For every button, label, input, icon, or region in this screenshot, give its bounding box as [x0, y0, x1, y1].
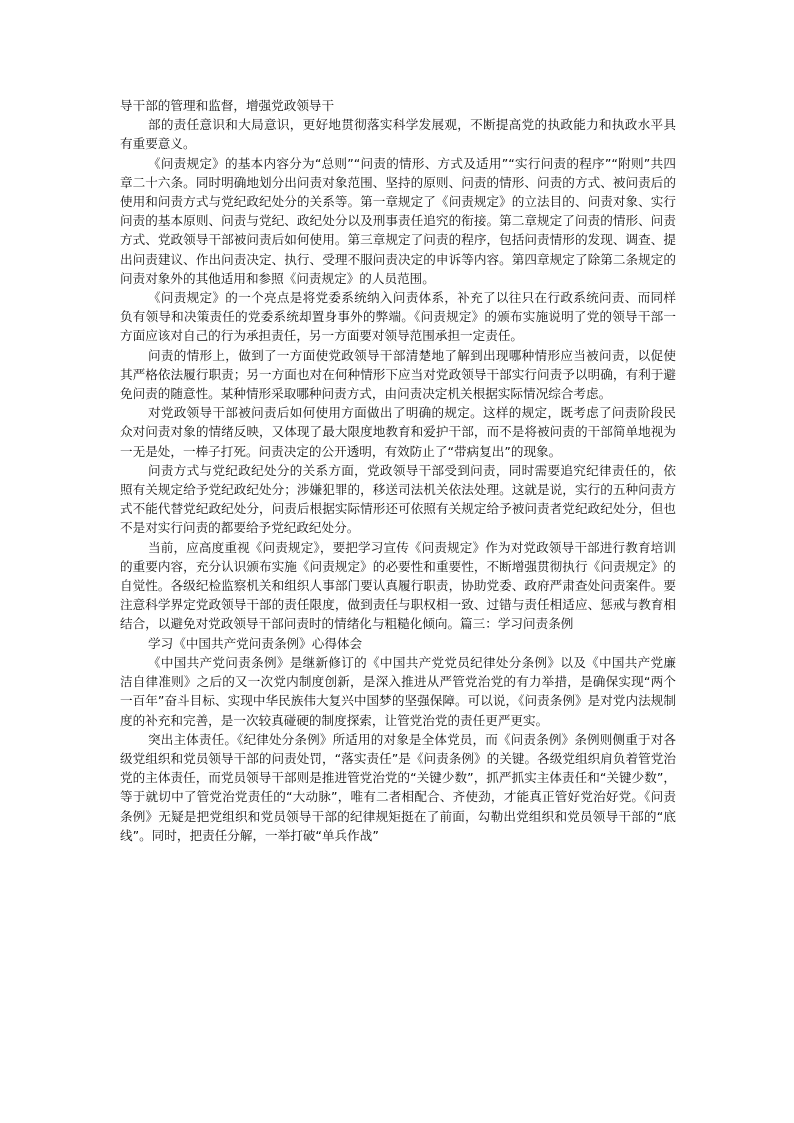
paragraph-6: 问责方式与党纪政纪处分的关系方面，党政领导干部受到问责，同时需要追究纪律责任的，依照有关规定给予党纪政纪处分；涉嫌犯罪的，移送司法机关依法处理。这就是说，实行的五种问责方式不能代替党纪政纪处分，问责后根据实际情形还可依照有关规定给予被问责者党纪政纪处分，但也不是对实行问责的都要给予党纪政纪处分。 — [120, 462, 676, 536]
paragraph-0: 导干部的管理和监督，增强党政领导干 — [120, 98, 335, 113]
section-heading: 学习《中国共产党问责条例》心得体会 — [148, 635, 363, 651]
paragraph-4: 问责的情形上，做到了一方面使党政领导干部清楚地了解到出现哪种情形应当被问责，以促使其严格依法履行职责；另一方面也对在何种情形下应当对党政领导干部实行问责予以明确，有利于避免问责的随意性。某种情形采取哪种问责方式，由问责决定机关根据实际情况综合考虑。 — [120, 347, 676, 402]
paragraph-10: 突出主体责任。《纪律处分条例》所适用的对象是全体党员，而《问责条例》条例则侧重于对各级党组织和党员领导干部的问责处罚，“落实责任”是《问责条例》的关键。各级党组织肩负着管党治党的主体责任，而党员领导干部则是推进管党治党的“关键少数”，抓严抓实主体责任和“关键少数”，等于就切中了管党治党责任的“大动脉”，唯有二者相配合、齐使劲，才能真正管好党治好党。《问责条例》无疑是把党组织和党员领导干部的纪律规矩挺在了前面，勾勒出党组织和党员领导干部的“底线”。同时，把责任分解，一举打破“单兵作战” — [120, 731, 676, 843]
paragraph-9: 《中国共产党问责条例》是继新修订的《中国共产党党员纪律处分条例》以及《中国共产党廉洁自律准则》之后的又一次党内制度创新，是深入推进从严管党治党的有力举措，是确保实现“两个一百年”奋斗目标、实现中华民族伟大复兴中国梦的坚强保障。可以说，《问责条例》是对党内法规制度的补充和完善，是一次较真碰硬的制度探索，让管党治党的责任更严更实。 — [120, 654, 676, 728]
paragraph-1: 部的责任意识和大局意识，更好地贯彻落实科学发展观，不断提高党的执政能力和执政水平具有重要意义。 — [120, 117, 676, 152]
paragraph-7: 当前，应高度重视《问责规定》，要把学习宣传《问责规定》作为对党政领导干部进行教育培训的重要内容，充分认识颁布实施《问责规定》的必要性和重要性，不断增强贯彻执行《问责规定》的自觉性。各级纪检监察机关和组织人事部门要认真履行职责，协助党委、政府严肃查处问责案件。要注意科学界定党政领导干部的责任限度，做到责任与职权相一致、过错与责任相适应、惩戒与教育相结合，以避免对党政领导干部问责时的情绪化与粗糙化倾向。篇三：学习问责条例 — [120, 539, 676, 632]
paragraph-3: 《问责规定》的一个亮点是将党委系统纳入问责体系，补充了以往只在行政系统问责、而同样负有领导和决策责任的党委系统却置身事外的弊端。《问责规定》的颁布实施说明了党的领导干部一方面应该对自己的行为承担责任，另一方面要对领导范围承担一定责任。 — [120, 290, 676, 344]
paragraph-5: 对党政领导干部被问责后如何使用方面做出了明确的规定。这样的规定，既考虑了问责阶段民众对问责对象的情绪反映，又体现了最大限度地教育和爱护干部，而不是将被问责的干部简单地视为一无是处，一棒子打死。问责决定的公开透明，有效防止了“带病复出”的现象。 — [120, 405, 676, 459]
paragraph-2: 《问责规定》的基本内容分为“总则”“问责的情形、方式及适用”“实行问责的程序”“附则”共四章二十六条。同时明确地划分出问责对象范围、坚持的原则、问责的情形、问责的方式、被问责后的使用和问责方式与党纪政纪处分的关系等。第一章规定了《问责规定》的立法目的、问责对象、实行问责的基本原则、问责与党纪、政纪处分以及刑事责任追究的衔接。第二章规定了问责的情形、问责方式、党政领导干部被问责后如何使用。第三章规定了问责的程序，包括问责情形的发现、调查、提出问责建议、作出问责决定、执行、受理不服问责决定的申诉等内容。第四章规定了除第二条规定的问责对象外的其他适用和参照《问责规定》的人员范围。 — [120, 155, 676, 286]
document-body — [120, 96, 676, 845]
